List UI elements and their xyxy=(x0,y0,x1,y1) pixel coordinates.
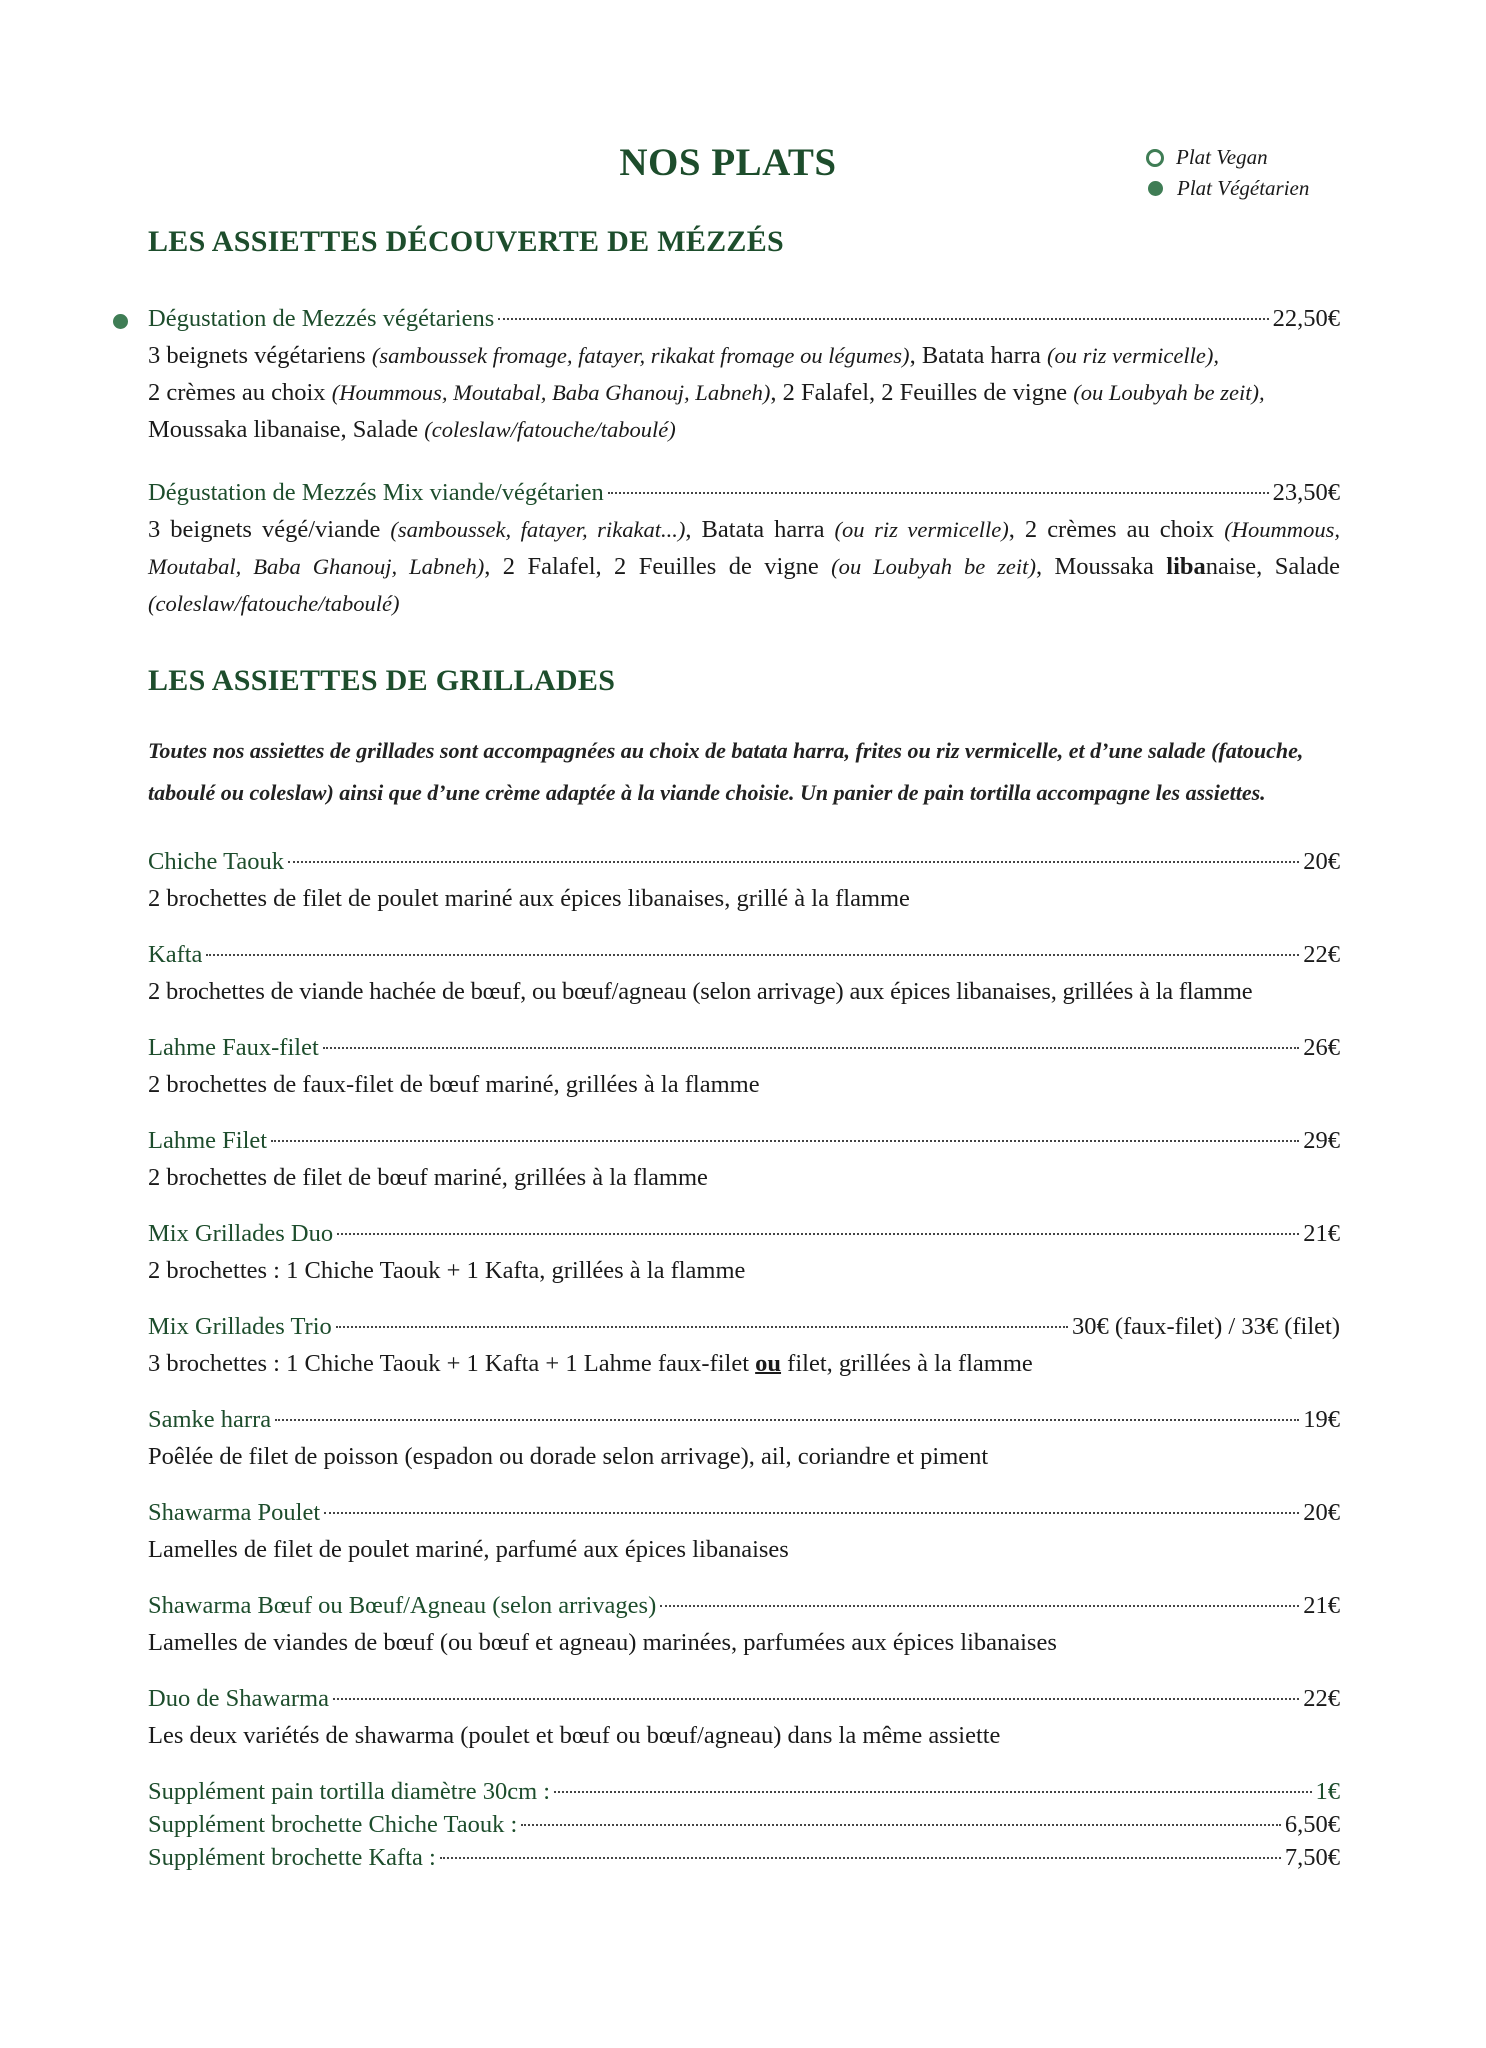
supplement-name: Supplément pain tortilla diamètre 30cm : xyxy=(148,1778,551,1805)
menu-item xyxy=(148,1401,1340,1475)
item-description: Poêlée de filet de poisson (espadon ou dorade selon arrivage), ail, coriandre et piment xyxy=(148,1443,989,1470)
dot-leader xyxy=(608,492,1269,494)
item-price: 23,50€ xyxy=(1272,479,1340,506)
item-price: 30€ (faux-filet) / 33€ (filet) xyxy=(1071,1313,1340,1340)
item-description: Les deux variétés de shawarma (poulet et bœuf ou bœuf/agneau) dans la même assiette xyxy=(148,1722,1001,1749)
menu-item xyxy=(148,1215,1340,1289)
dot-leader xyxy=(333,1698,1299,1700)
filled-circle-icon xyxy=(1148,181,1163,196)
item-name: Mix Grillades Duo xyxy=(148,1220,334,1247)
supplement-name: Supplément brochette Chiche Taouk : xyxy=(148,1811,518,1838)
supplement-price: 1€ xyxy=(1315,1778,1340,1805)
item-price: 22,50€ xyxy=(1272,305,1340,332)
item-description: 3 beignets végé/viande (samboussek, fatayer, rikakat...), Batata harra (ou riz vermicelle), 2 crèmes au choix (Hoummous, Moutabal, Baba Ghanouj, Labneh), 2 Falafel, 2 Feuilles de vigne (ou Loubyah be zeit), Moussaka libanaise, Salade (coleslaw/fatouche/taboulé) xyxy=(148,516,1340,616)
section-title-mezzes: LES ASSIETTES DÉCOUVERTE DE MÉZZÉS xyxy=(148,225,785,258)
item-price: 22€ xyxy=(1303,941,1340,968)
item-description: Lamelles de filet de poulet mariné, parfumé aux épices libanaises xyxy=(148,1536,789,1563)
menu-item xyxy=(148,300,1340,448)
item-price: 22€ xyxy=(1303,1685,1340,1712)
dot-leader xyxy=(206,954,1299,956)
item-name: Chiche Taouk xyxy=(148,848,284,875)
item-name: Dégustation de Mezzés végétariens xyxy=(148,305,495,332)
item-name: Dégustation de Mezzés Mix viande/végétarien xyxy=(148,479,604,506)
item-description: 2 brochettes de filet de poulet mariné aux épices libanaises, grillé à la flamme xyxy=(148,885,910,912)
menu-item xyxy=(148,1494,1340,1568)
dot-leader xyxy=(288,861,1299,863)
vegetarian-badge-icon xyxy=(113,314,128,329)
item-price: 19€ xyxy=(1303,1406,1340,1433)
item-price: 20€ xyxy=(1303,1499,1340,1526)
supplement-price: 6,50€ xyxy=(1284,1811,1340,1838)
item-description: 2 brochettes de viande hachée de bœuf, ou bœuf/agneau (selon arrivage) aux épices libanaises, grillées à la flamme xyxy=(148,978,1253,1005)
legend-vegetarian-label: Plat Végétarien xyxy=(1177,176,1310,200)
legend-vegan xyxy=(1146,142,1309,173)
item-name: Duo de Shawarma xyxy=(148,1685,329,1712)
item-price: 21€ xyxy=(1303,1220,1340,1247)
dot-leader xyxy=(275,1419,1299,1421)
menu-item xyxy=(148,1308,1340,1382)
menu-item xyxy=(148,1122,1340,1196)
item-name: Lahme Filet xyxy=(148,1127,268,1154)
item-price: 20€ xyxy=(1303,848,1340,875)
dot-leader xyxy=(440,1857,1281,1859)
section-note: Toutes nos assiettes de grillades sont accompagnées au choix de batata harra, frites ou riz vermicelle, et d’une salade (fatouche, taboulé ou coleslaw) ainsi que d’une crème adaptée à la viande choisie. Un panier de pain tortilla accompagne les assiettes. xyxy=(148,738,1304,805)
menu-item xyxy=(148,1587,1340,1661)
dot-leader xyxy=(521,1824,1281,1826)
item-name: Shawarma Poulet xyxy=(148,1499,321,1526)
supplement-item xyxy=(148,1775,1340,1808)
menu-item xyxy=(148,843,1340,917)
hollow-circle-icon xyxy=(1146,149,1164,167)
supplement-name: Supplément brochette Kafta : xyxy=(148,1844,436,1871)
menu-item xyxy=(148,936,1340,1010)
item-description: 3 brochettes : 1 Chiche Taouk + 1 Kafta + 1 Lahme faux-filet ou filet, grillées à la flamme xyxy=(148,1350,1033,1377)
item-name: Mix Grillades Trio xyxy=(148,1313,332,1340)
dot-leader xyxy=(323,1047,1299,1049)
dot-leader xyxy=(336,1326,1068,1328)
page-title: NOS PLATS xyxy=(619,141,837,184)
item-description: Lamelles de viandes de bœuf (ou bœuf et agneau) marinées, parfumées aux épices libanaises xyxy=(148,1629,1057,1656)
item-name: Samke harra xyxy=(148,1406,272,1433)
section-title-grillades: LES ASSIETTES DE GRILLADES xyxy=(148,664,616,697)
item-description: 3 beignets végétariens (samboussek fromage, fatayer, rikakat fromage ou légumes), Batata harra (ou riz vermicelle), 2 crèmes au choix (Hoummous, Moutabal, Baba Ghanouj, Labneh), 2 Falafel, 2 Feuilles de vigne (ou Loubyah be zeit), Moussaka libanaise, Salade (coleslaw/fatouche/taboulé) xyxy=(148,342,1265,443)
diet-legend xyxy=(1146,142,1309,204)
item-price: 21€ xyxy=(1303,1592,1340,1619)
dot-leader xyxy=(337,1233,1299,1235)
item-name: Shawarma Bœuf ou Bœuf/Agneau (selon arrivages) xyxy=(148,1592,657,1619)
supplement-item xyxy=(148,1808,1340,1841)
menu-item xyxy=(148,474,1340,622)
supplements-list xyxy=(148,1775,1340,1874)
dot-leader xyxy=(324,1512,1299,1514)
item-description: 2 brochettes de filet de bœuf mariné, grillées à la flamme xyxy=(148,1164,708,1191)
dot-leader xyxy=(498,318,1268,320)
item-description: 2 brochettes de faux-filet de bœuf mariné, grillées à la flamme xyxy=(148,1071,760,1098)
item-price: 26€ xyxy=(1303,1034,1340,1061)
menu-item xyxy=(148,1680,1340,1754)
dot-leader xyxy=(554,1791,1311,1793)
dot-leader xyxy=(271,1140,1299,1142)
legend-vegetarian xyxy=(1146,173,1309,204)
item-name: Lahme Faux-filet xyxy=(148,1034,319,1061)
menu-item xyxy=(148,1029,1340,1103)
supplement-item xyxy=(148,1841,1340,1874)
supplement-price: 7,50€ xyxy=(1284,1844,1340,1871)
legend-vegan-label: Plat Vegan xyxy=(1176,145,1268,169)
item-price: 29€ xyxy=(1303,1127,1340,1154)
item-name: Kafta xyxy=(148,941,203,968)
dot-leader xyxy=(660,1605,1299,1607)
item-description: 2 brochettes : 1 Chiche Taouk + 1 Kafta, grillées à la flamme xyxy=(148,1257,746,1284)
